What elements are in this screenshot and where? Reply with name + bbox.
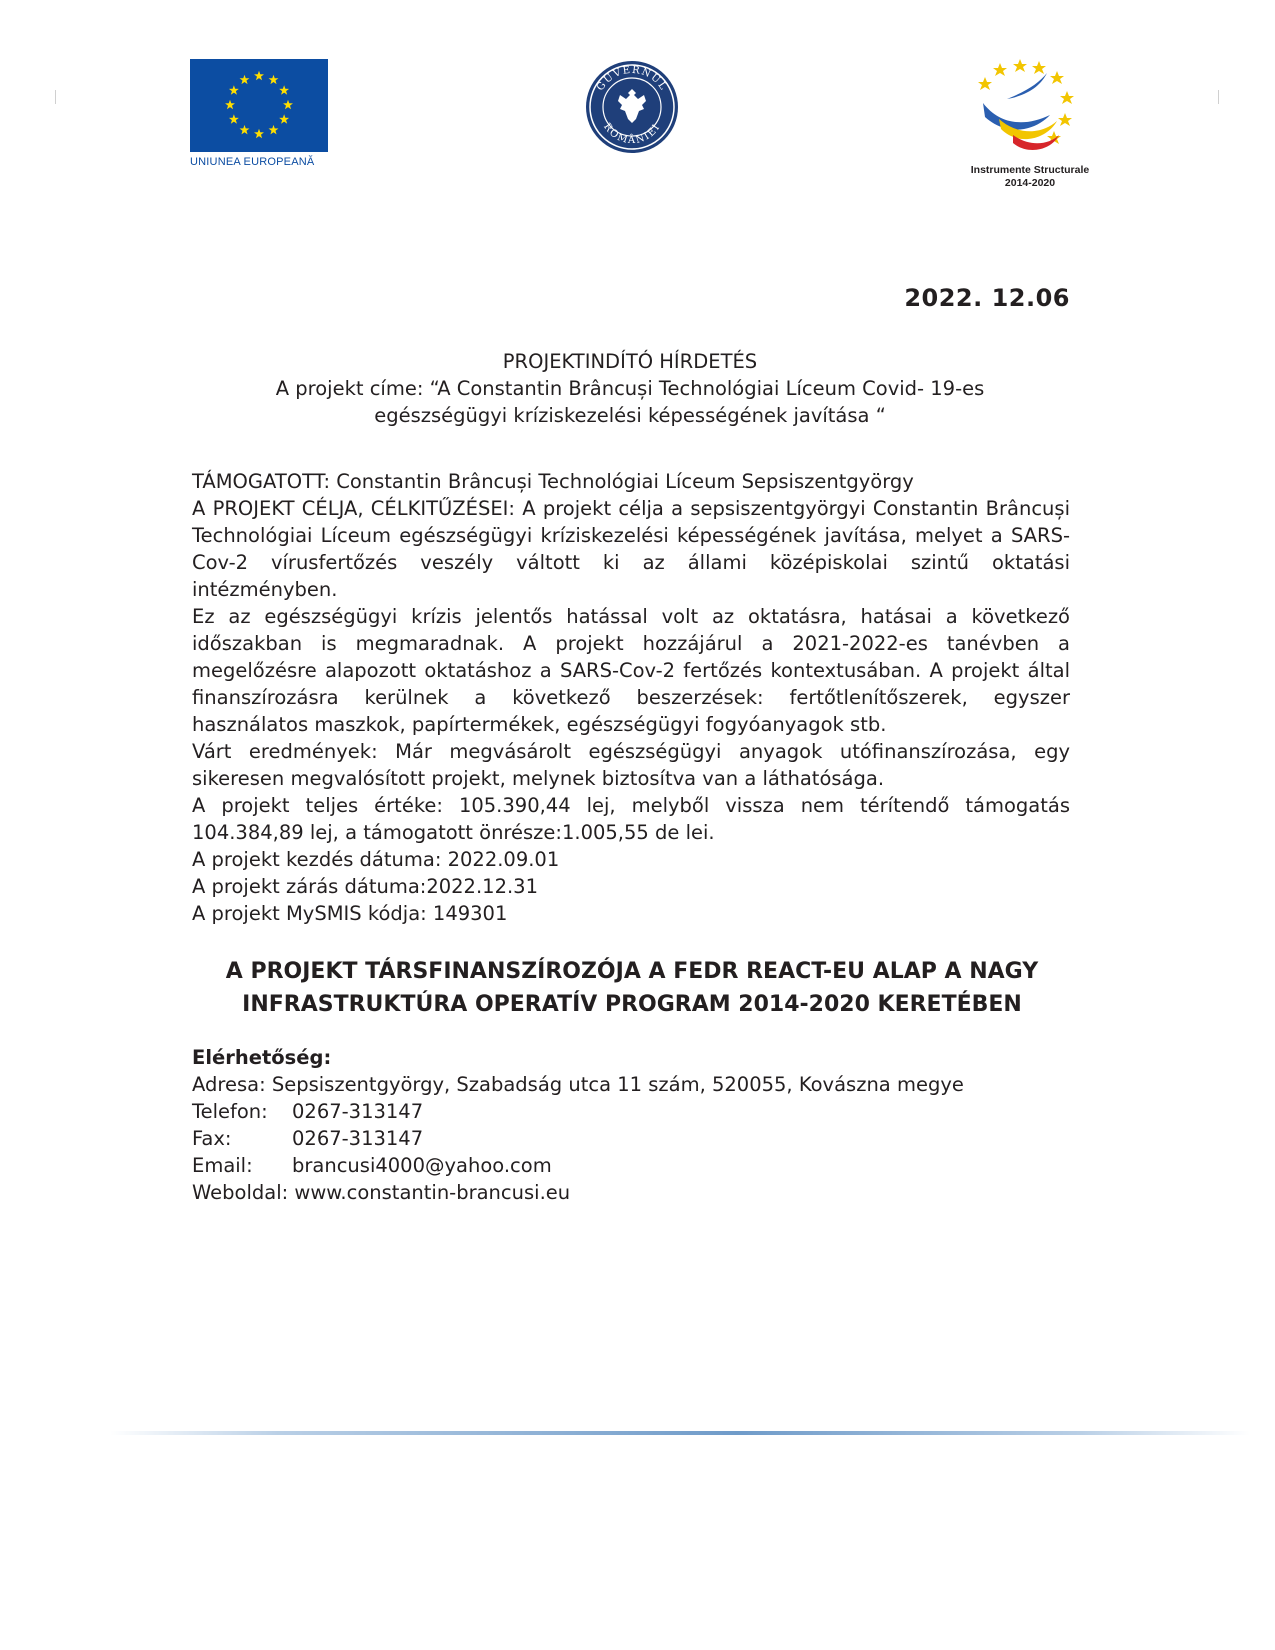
project-value: A projekt teljes értéke: 105.390,44 lej, melyből vissza nem térítendő támogatás 104.384,89 lej, a támogatott önrésze:1.005,55 de lei.	[192, 794, 1070, 844]
eu-star-icon	[229, 114, 239, 123]
project-end-date: A projekt zárás dátuma:2022.12.31	[192, 875, 538, 898]
title-block	[190, 348, 1070, 429]
fax-value: 0267-313147	[292, 1127, 424, 1150]
cofinancing-heading: A PROJEKT TÁRSFINANSZÍROZÓJA A FEDR REACT-EU ALAP A NAGY INFRASTRUKTÚRA OPERATÍV PROGRAM 2014-2020 KERETÉBEN	[225, 959, 1039, 1017]
svg-text:GUVERNUL: GUVERNUL	[594, 64, 670, 93]
eu-star-icon	[269, 125, 279, 134]
eu-star-icon	[269, 75, 279, 84]
edge-tick	[1218, 90, 1219, 104]
eu-star-icon	[254, 71, 264, 80]
expected-results: Várt eredmények: Már megvásárolt egészségügyi anyagok utófinanszírozása, egy sikeresen megvalósított projekt, melynek biztosítva van a láthatósága.	[192, 740, 1070, 790]
eu-flag-icon	[190, 59, 328, 152]
eu-star-icon	[279, 85, 289, 94]
contact-email	[192, 1152, 1072, 1179]
eu-logo	[190, 59, 330, 171]
contact-fax	[192, 1125, 1072, 1152]
project-details	[192, 468, 1070, 927]
eu-star-icon	[254, 129, 264, 138]
structural-instruments-caption: Instrumente Structurale 2014-2020	[970, 164, 1090, 189]
eu-star-icon	[279, 114, 289, 123]
eu-star-icon	[283, 100, 293, 109]
fax-label: Fax:	[192, 1127, 232, 1150]
eu-star-icon	[229, 85, 239, 94]
structural-instruments-logo	[955, 55, 1105, 195]
phone-value: 0267-313147	[292, 1100, 424, 1123]
announcement-title: PROJEKTINDÍTÓ HÍRDETÉS	[502, 350, 758, 373]
email-value[interactable]: brancusi4000@yahoo.com	[292, 1154, 552, 1177]
contact-section	[192, 1044, 1072, 1206]
footer-divider	[110, 1431, 1250, 1435]
document-date: 2022. 12.06	[904, 284, 1070, 312]
contact-address: Adresa: Sepsiszentgyörgy, Szabadság utca 11 szám, 520055, Kovászna megye	[192, 1073, 964, 1096]
email-label: Email:	[192, 1154, 253, 1177]
project-start-date: A projekt kezdés dátuma: 2022.09.01	[192, 848, 560, 871]
structural-instruments-emblem-icon	[955, 55, 1105, 160]
contact-title: Elérhetőség:	[192, 1046, 332, 1069]
government-seal-logo	[584, 59, 680, 155]
eu-caption: UNIUNEA EUROPEANĂ	[190, 156, 315, 168]
edge-tick	[55, 90, 56, 104]
project-impact: Ez az egészségügyi krízis jelentős hatással volt az oktatásra, hatásai a következő időszakban is megmaradnak. A projekt hozzájárul a 2021-2022-es tanévben a megelőzésre alapozott oktatáshoz a SARS-Cov-2 fertőzés kontextusában. A projekt által finanszírozásra kerülnek a következő beszerzések: fertőtlenítőszerek, egyszer használatos maszkok, papírtermékek, egészségügyi fogyóanyagok stb.	[192, 605, 1070, 736]
project-title-line-2: egészségügyi kríziskezelési képességének javítása “	[374, 404, 886, 427]
contact-website[interactable]: Weboldal: www.constantin-brancusi.eu	[192, 1181, 571, 1204]
project-title-line-1: A projekt címe: “A Constantin Brâncuși Technológiai Líceum Covid- 19-es	[275, 377, 985, 400]
project-goal: A PROJEKT CÉLJA, CÉLKITŰZÉSEI: A projekt célja a sepsiszentgyörgyi Constantin Brâncuși Technológiai Líceum egészségügyi kríziskezelési képességének javítása, melyet a SARS-Cov-2 vírusfertőzés veszély váltott ki az állami középiskolai szintű oktatási intézményben.	[192, 497, 1070, 601]
eu-star-icon	[240, 75, 250, 84]
project-mysmis-code: A projekt MySMIS kódja: 149301	[192, 902, 508, 925]
eu-star-icon	[240, 125, 250, 134]
supported-entity: TÁMOGATOTT: Constantin Brâncuși Technológiai Líceum Sepsiszentgyörgy	[192, 470, 914, 493]
phone-label: Telefon:	[192, 1100, 268, 1123]
eu-star-icon	[225, 100, 235, 109]
svg-text:ROMÂNIEI: ROMÂNIEI	[601, 121, 663, 147]
contact-phone	[192, 1098, 1072, 1125]
